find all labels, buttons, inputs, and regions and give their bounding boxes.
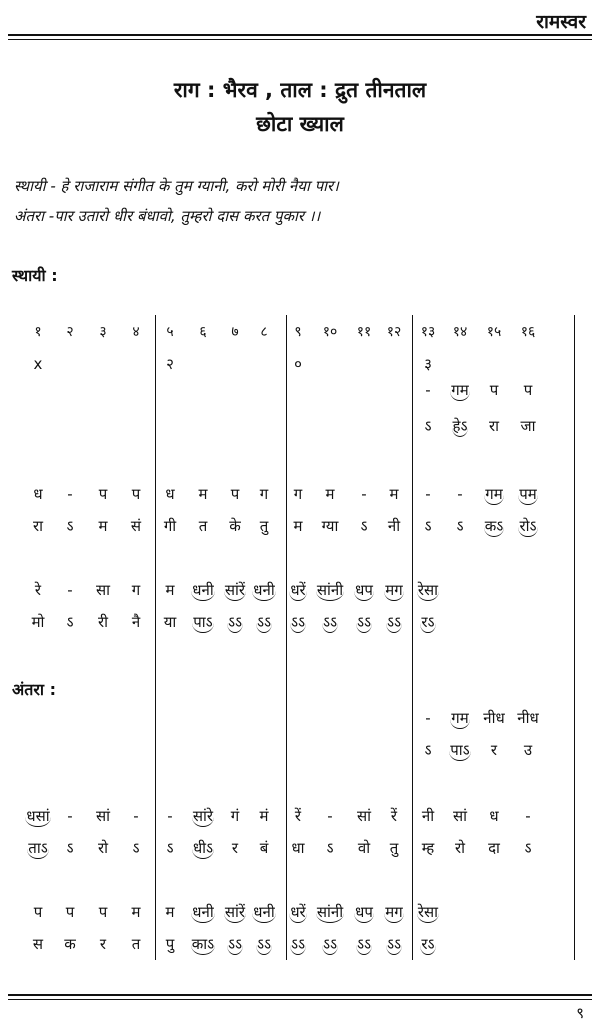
swar-cell-text: मग bbox=[385, 581, 403, 599]
swar-cell-text: सांनी bbox=[316, 903, 344, 921]
swar-cell-text: ग bbox=[293, 485, 303, 503]
swar-cell-text: - bbox=[525, 807, 531, 825]
bol-cell-text: धा bbox=[291, 839, 305, 857]
footer-rule bbox=[8, 994, 592, 996]
bol-cell-text: ऽ bbox=[456, 517, 464, 535]
tali-mark-text: २ bbox=[166, 355, 174, 373]
vibhag-bar-3 bbox=[286, 315, 287, 960]
bol-cell-text: पाऽ bbox=[450, 741, 470, 759]
swar-cell-text: सांरें bbox=[224, 581, 246, 599]
swar-cell bbox=[508, 708, 548, 728]
bol-cell-text: र bbox=[490, 741, 498, 759]
tali-mark bbox=[18, 354, 58, 374]
bol-cell-text: धीऽ bbox=[192, 839, 214, 857]
bol-cell bbox=[408, 934, 448, 954]
swar-cell-text: म bbox=[198, 485, 208, 503]
tali-mark bbox=[408, 354, 448, 374]
beat-number-text: १३ bbox=[420, 324, 436, 340]
bol-cell bbox=[508, 516, 548, 536]
bol-cell-text: ऽ bbox=[424, 517, 432, 535]
bol-cell-text: ऽऽ bbox=[322, 613, 337, 631]
beat-number-text: २ bbox=[66, 324, 74, 340]
swar-cell-text: सा bbox=[95, 581, 111, 599]
bol-cell-text: रो bbox=[454, 839, 466, 857]
bol-cell bbox=[508, 416, 548, 436]
beat-number-text: १ bbox=[34, 324, 42, 340]
bol-cell-text: र bbox=[231, 839, 239, 857]
swar-cell-text: नी bbox=[421, 807, 435, 825]
swar-cell-text: सांरे bbox=[192, 807, 214, 825]
bol-cell-text: ऽऽ bbox=[322, 935, 337, 953]
beat-number-text: ११ bbox=[356, 324, 372, 340]
bol-cell-text: के bbox=[229, 517, 241, 535]
swar-cell bbox=[508, 806, 548, 826]
swar-cell-text: सां bbox=[452, 807, 468, 825]
bol-cell-text: ऽ bbox=[166, 839, 174, 857]
bol-cell bbox=[508, 838, 548, 858]
antara-lyric: अंतरा -पार उतारो धीर बंधावो, तुम्हरो दास करत पुकार ।। bbox=[14, 207, 321, 225]
swar-cell-text: म bbox=[325, 485, 335, 503]
bol-cell-text: रो bbox=[97, 839, 109, 857]
swar-cell-text: - bbox=[425, 709, 431, 727]
swar-cell bbox=[408, 902, 448, 922]
khyal-title: छोटा ख्याल bbox=[256, 112, 344, 136]
bol-cell-text: दा bbox=[488, 839, 500, 857]
swar-cell-text: धसां bbox=[26, 807, 50, 825]
bol-cell-text: रऽ bbox=[421, 935, 435, 953]
swar-cell-text: प bbox=[65, 903, 75, 921]
bol-cell-text: तु bbox=[259, 517, 269, 535]
beat-number bbox=[508, 322, 548, 342]
bol-cell-text: काऽ bbox=[191, 935, 215, 953]
swar-cell-text: नीध bbox=[517, 709, 539, 727]
swar-cell-text: रें bbox=[294, 807, 302, 825]
swar-cell-text: प bbox=[98, 903, 108, 921]
swar-cell-text: धप bbox=[355, 903, 373, 921]
bol-cell-text: नै bbox=[131, 613, 141, 631]
raag-title: राग : भैरव , ताल : द्रुत तीनताल bbox=[173, 78, 427, 102]
bol-cell-text: गी bbox=[163, 517, 177, 535]
bol-cell-text: ऽ bbox=[424, 741, 432, 759]
swar-cell-text: गं bbox=[230, 807, 240, 825]
swar-cell-text: - bbox=[67, 807, 73, 825]
header-rule bbox=[8, 34, 592, 36]
bol-cell-text: क bbox=[64, 935, 76, 953]
swar-cell-text: धनी bbox=[192, 581, 214, 599]
swar-cell-text: रे bbox=[34, 581, 42, 599]
bol-cell bbox=[508, 740, 548, 760]
bol-cell-text: त bbox=[131, 935, 141, 953]
bol-cell-text: नी bbox=[387, 517, 401, 535]
tali-mark-text: ३ bbox=[424, 355, 432, 373]
swar-cell-text: पम bbox=[519, 485, 537, 503]
bol-cell-text: ऽ bbox=[132, 839, 140, 857]
bol-cell-text: स bbox=[32, 935, 44, 953]
bol-cell-text: ऽ bbox=[66, 517, 74, 535]
swar-cell-text: गम bbox=[485, 485, 503, 503]
bol-cell-text: म bbox=[293, 517, 303, 535]
swar-cell-text: गम bbox=[451, 709, 469, 727]
bol-cell-text: ऽऽ bbox=[290, 613, 305, 631]
swar-cell-text: म bbox=[165, 903, 175, 921]
swar-cell-text: ध bbox=[165, 485, 175, 503]
bol-cell-text: म्ह bbox=[421, 839, 435, 857]
bol-cell-text: ताऽ bbox=[28, 839, 48, 857]
beat-number-text: ७ bbox=[231, 324, 239, 340]
swar-cell-text: - bbox=[167, 807, 173, 825]
bol-cell-text: या bbox=[163, 613, 177, 631]
bol-cell-text: रोऽ bbox=[519, 517, 537, 535]
swar-cell-text: धनी bbox=[253, 903, 275, 921]
bol-cell-text: ऽ bbox=[524, 839, 532, 857]
running-header: रामस्वर bbox=[536, 11, 586, 33]
swar-cell-text: प bbox=[230, 485, 240, 503]
swar-cell-text: धप bbox=[355, 581, 373, 599]
swar-cell-text: - bbox=[361, 485, 367, 503]
bol-cell-text: ऽऽ bbox=[256, 613, 271, 631]
bol-cell-text: ऽ bbox=[424, 417, 432, 435]
bol-cell-text: ऽऽ bbox=[256, 935, 271, 953]
bol-cell-text: त bbox=[198, 517, 208, 535]
swar-cell-text: सां bbox=[356, 807, 372, 825]
bol-cell-text: जा bbox=[520, 417, 536, 435]
beat-number-text: १६ bbox=[520, 324, 536, 340]
swar-cell-text: - bbox=[67, 485, 73, 503]
sthayi-heading: स्थायी : bbox=[12, 266, 58, 285]
swar-cell-text: - bbox=[327, 807, 333, 825]
swar-cell bbox=[508, 380, 548, 400]
swar-cell-text: - bbox=[457, 485, 463, 503]
bol-cell-text: तु bbox=[389, 839, 399, 857]
bol-cell-text: ऽ bbox=[360, 517, 368, 535]
beat-number-text: १४ bbox=[452, 324, 468, 340]
swar-cell-text: ग bbox=[131, 581, 141, 599]
swar-cell-text: ग bbox=[259, 485, 269, 503]
bol-cell-text: बं bbox=[259, 839, 269, 857]
header-rule-thin bbox=[8, 39, 592, 40]
swar-cell-text: म bbox=[131, 903, 141, 921]
swar-cell-text: प bbox=[523, 381, 533, 399]
bol-cell-text: ऽऽ bbox=[290, 935, 305, 953]
tali-mark-text: ० bbox=[294, 355, 302, 373]
swar-cell-text: मं bbox=[259, 807, 269, 825]
swar-cell-text: रेसा bbox=[417, 581, 439, 599]
beat-number-text: ८ bbox=[260, 324, 268, 340]
bol-cell-text: री bbox=[97, 613, 109, 631]
swar-cell-text: म bbox=[389, 485, 399, 503]
swar-cell-text: मग bbox=[385, 903, 403, 921]
swar-cell-text: प bbox=[33, 903, 43, 921]
bol-cell-text: मो bbox=[31, 613, 45, 631]
beat-number-text: ५ bbox=[166, 324, 174, 340]
swar-cell-text: सां bbox=[95, 807, 111, 825]
bol-cell-text: ग्या bbox=[321, 517, 339, 535]
bol-cell-text: कऽ bbox=[484, 517, 504, 535]
beat-number-text: १० bbox=[322, 324, 338, 340]
swar-cell-text: प bbox=[98, 485, 108, 503]
bol-cell-text: उ bbox=[523, 741, 533, 759]
swar-cell-text: नीध bbox=[483, 709, 505, 727]
beat-number-text: ३ bbox=[99, 324, 107, 340]
bol-cell-text: ऽऽ bbox=[386, 613, 401, 631]
page-number: ९ bbox=[576, 1004, 584, 1022]
swar-cell-text: रें bbox=[390, 807, 398, 825]
bol-cell-text: पु bbox=[165, 935, 175, 953]
bol-cell-text: रा bbox=[488, 417, 500, 435]
tali-mark bbox=[278, 354, 318, 374]
beat-number-text: ४ bbox=[132, 324, 140, 340]
swar-cell-text: सांरें bbox=[224, 903, 246, 921]
swar-cell bbox=[408, 580, 448, 600]
bol-cell-text: म bbox=[98, 517, 108, 535]
tali-mark bbox=[150, 354, 190, 374]
beat-number-text: ९ bbox=[294, 324, 302, 340]
bol-cell-text: ऽऽ bbox=[227, 935, 242, 953]
bol-cell-text: ऽऽ bbox=[227, 613, 242, 631]
bol-cell-text: हेऽ bbox=[452, 417, 468, 435]
swar-cell-text: प bbox=[489, 381, 499, 399]
bol-cell-text: सं bbox=[130, 517, 142, 535]
swar-cell-text: धरें bbox=[290, 903, 306, 921]
bol-cell-text: ऽ bbox=[66, 613, 74, 631]
swar-cell-text: गम bbox=[451, 381, 469, 399]
bol-cell-text: पाऽ bbox=[193, 613, 213, 631]
bol-cell bbox=[408, 612, 448, 632]
swar-cell-text: - bbox=[133, 807, 139, 825]
bol-cell-text: र bbox=[99, 935, 107, 953]
bol-cell-text: ऽऽ bbox=[386, 935, 401, 953]
swar-cell-text: ध bbox=[33, 485, 43, 503]
vibhag-bar-4 bbox=[412, 315, 413, 960]
footer-rule-thin bbox=[8, 999, 592, 1000]
bol-cell-text: वो bbox=[357, 839, 371, 857]
bol-cell-text: रा bbox=[32, 517, 44, 535]
vibhag-bar-end bbox=[574, 315, 575, 960]
swar-cell-text: - bbox=[67, 581, 73, 599]
beat-number-text: १२ bbox=[386, 324, 402, 340]
swar-cell-text: - bbox=[425, 381, 431, 399]
swar-cell-text: ध bbox=[489, 807, 499, 825]
swar-cell-text: प bbox=[131, 485, 141, 503]
swar-cell-text: रेसा bbox=[417, 903, 439, 921]
swar-cell-text: - bbox=[425, 485, 431, 503]
beat-number-text: ६ bbox=[199, 324, 207, 340]
sthayi-lyric: स्थायी - हे राजाराम संगीत के तुम ग्यानी, करो मोरी नैया पार। bbox=[14, 177, 339, 195]
antara-heading: अंतरा : bbox=[12, 680, 57, 699]
vibhag-bar-2 bbox=[155, 315, 156, 960]
bol-cell-text: ऽऽ bbox=[356, 935, 371, 953]
swar-cell-text: धरें bbox=[290, 581, 306, 599]
tali-mark-text: x bbox=[33, 355, 43, 373]
swar-cell-text: धनी bbox=[192, 903, 214, 921]
bol-cell-text: रऽ bbox=[421, 613, 435, 631]
bol-cell-text: ऽ bbox=[326, 839, 334, 857]
swar-cell-text: म bbox=[165, 581, 175, 599]
bol-cell-text: ऽऽ bbox=[356, 613, 371, 631]
swar-cell bbox=[508, 484, 548, 504]
swar-cell-text: सांनी bbox=[316, 581, 344, 599]
beat-number-text: १५ bbox=[486, 324, 502, 340]
bol-cell-text: ऽ bbox=[66, 839, 74, 857]
swar-cell-text: धनी bbox=[253, 581, 275, 599]
